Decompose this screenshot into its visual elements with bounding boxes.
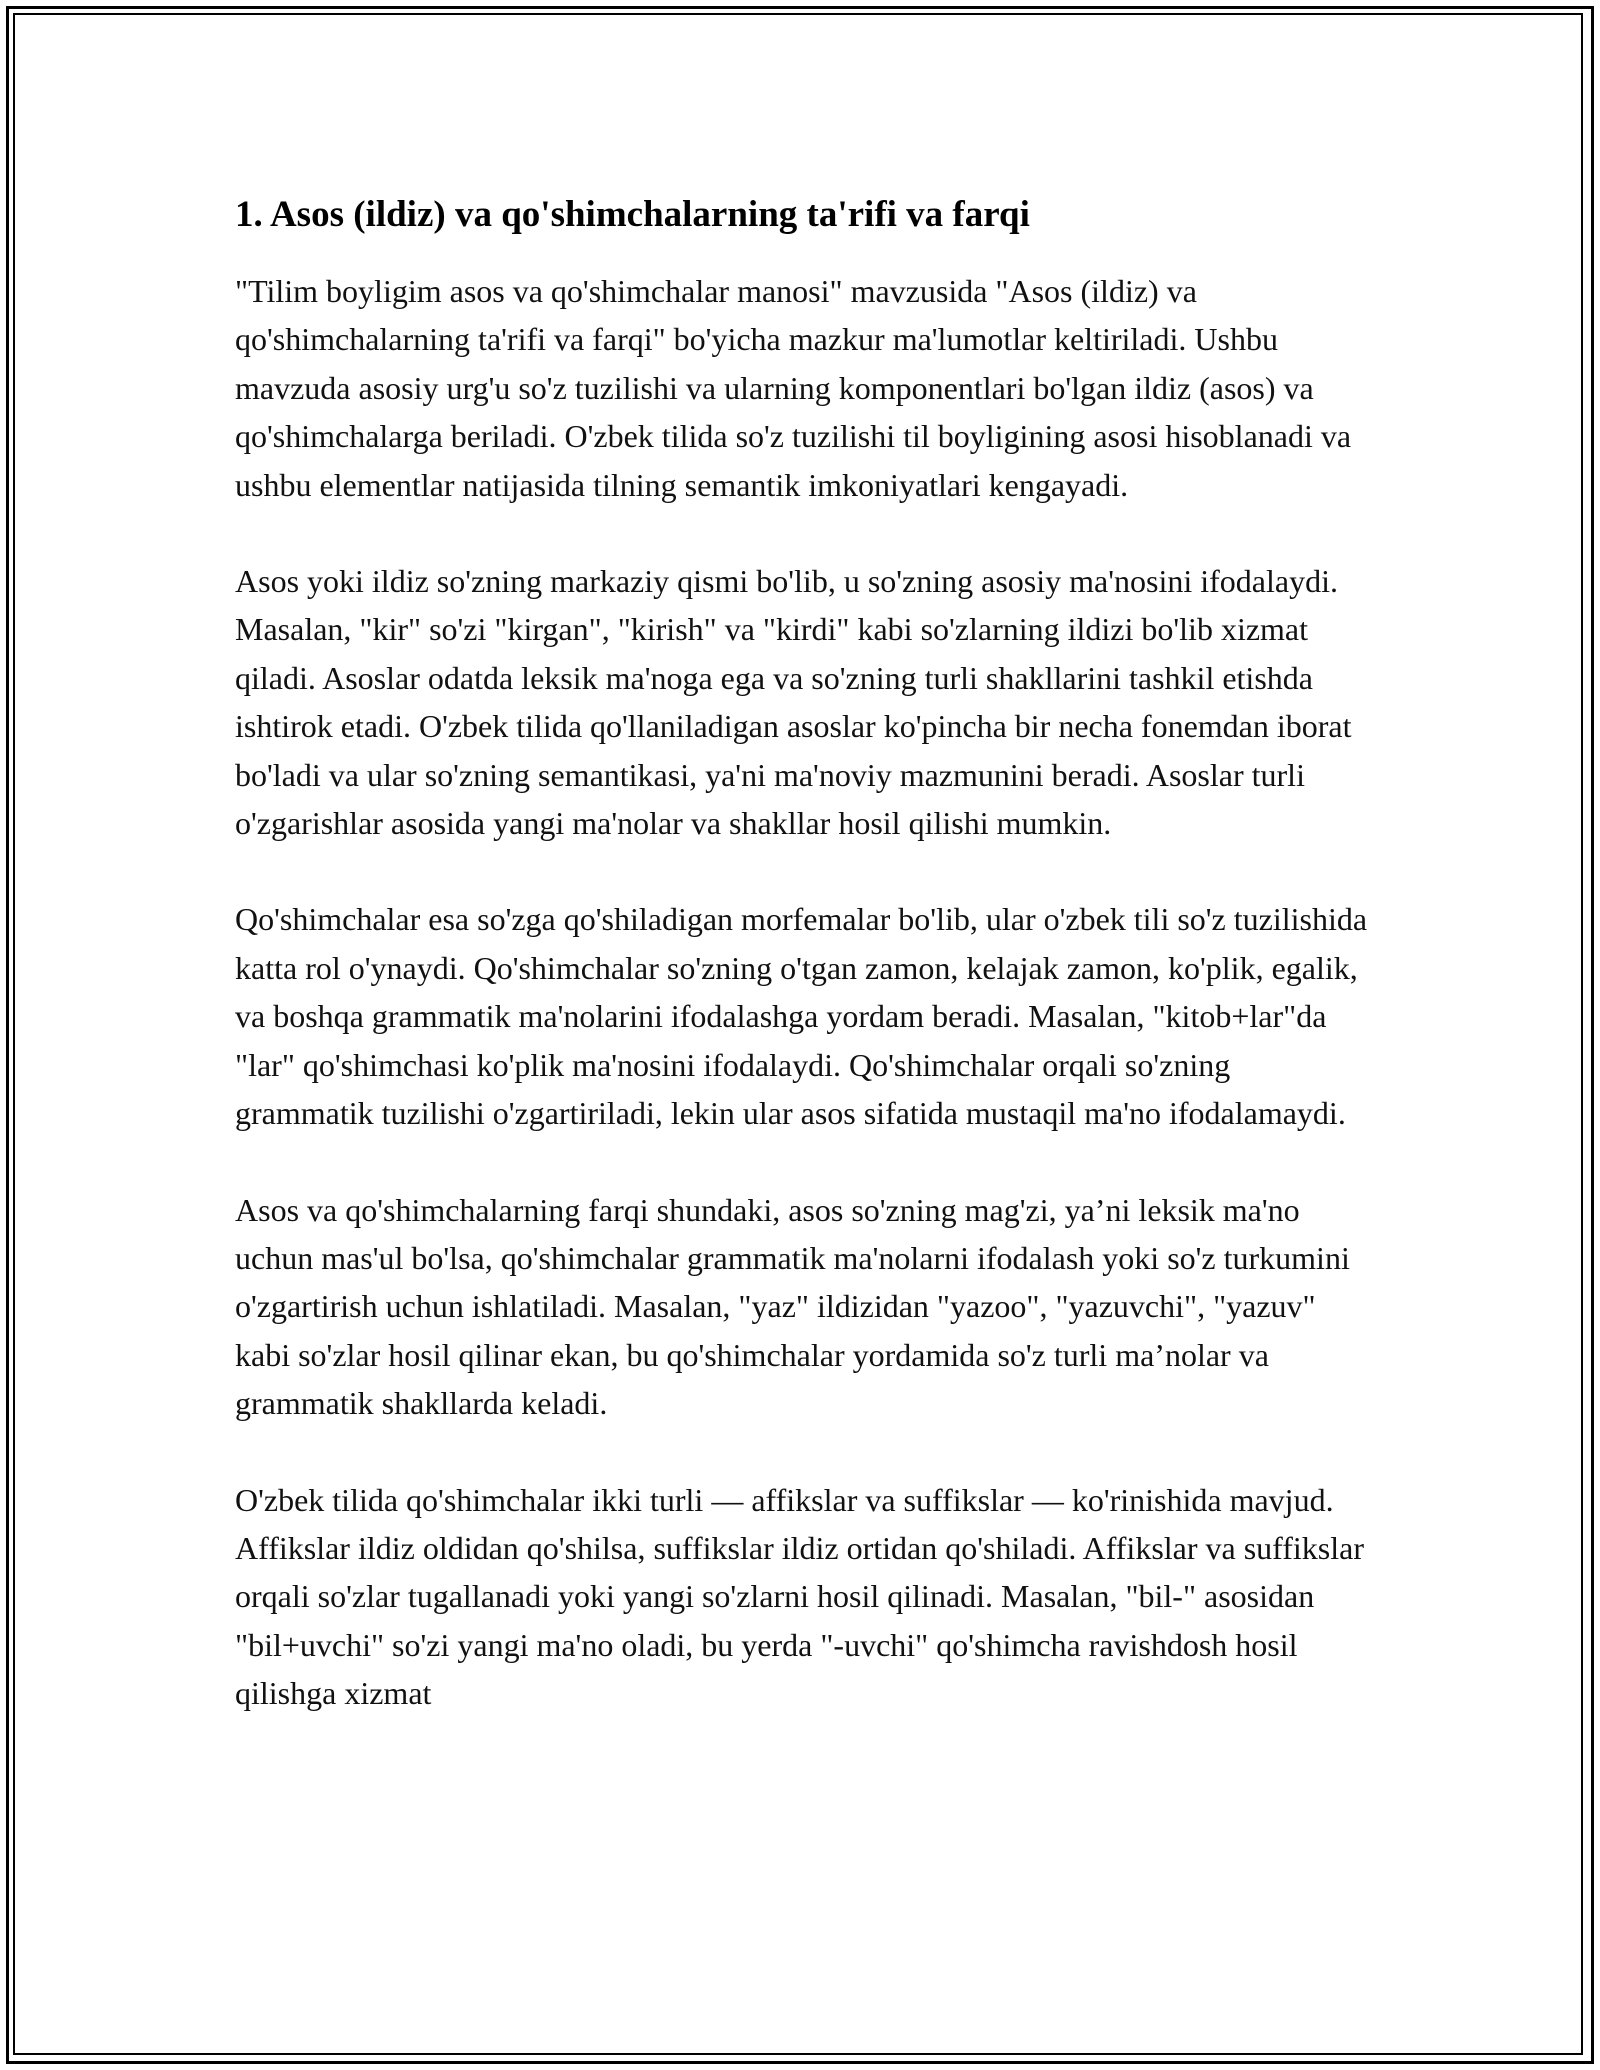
- paragraph-difference: Asos va qo'shimchalarning farqi shundaki, asos so'zning mag'zi, ya’ni leksik ma'no uchun mas'ul bo'lsa, qo'shimchalar grammatik ma'nolarni ifodalash yoki so'z turkumini o'zgartirish uchun ishlatiladi. Masalan, "yaz" ildizidan "yazoo", "yazuvchi", "yazuv" kabi so'zlar hosil qilinar ekan, bu qo'shimchalar yordamida so'z turli ma’nolar va grammatik shakllarda keladi.: [235, 1191, 1350, 1422]
- document-body: [235, 185, 1375, 1766]
- paragraph-suffix-definition: Qo'shimchalar esa so'zga qo'shiladigan morfemalar bo'lib, ular o'zbek tili so'z tuzilishida katta rol o'ynaydi. Qo'shimchalar so'zning o'tgan zamon, kelajak zamon, ko'plik, egalik, va boshqa grammatik ma'nolarini ifodalashga yordam beradi. Masalan, "kitob+lar"da "lar" qo'shimchasi ko'plik ma'nosini ifodalaydi. Qo'shimchalar orqali so'zning grammatik tuzilishi o'zgartiriladi, lekin ular asos sifatida mustaqil ma'no ifodalamaydi.: [235, 901, 1368, 1132]
- section-heading: 1. Asos (ildiz) va qo'shimchalarning ta'rifi va farqi: [235, 194, 1030, 235]
- paragraph-affix-types: O'zbek tilida qo'shimchalar ikki turli — affikslar va suffikslar — ko'rinishida mavjud. Affikslar ildiz oldidan qo'shilsa, suffikslar ildiz ortidan qo'shiladi. Affikslar va suffikslar orqali so'zlar tugallanadi yoki yangi so'zlarni hosil qilinadi. Masalan, "bil-" asosidan "bil+uvchi" so'zi yangi ma'no oladi, bu yerda "-uvchi" qo'shimcha ravishdosh hosil qilishga xizmat: [235, 1481, 1364, 1712]
- paragraph-root-definition: Asos yoki ildiz so'zning markaziy qismi bo'lib, u so'zning asosiy ma'nosini ifodalaydi. Masalan, "kir" so'zi "kirgan", "kirish" va "kirdi" kabi so'zlarning ildizi bo'lib xizmat qiladi. Asoslar odatda leksik ma'noga ega va so'zning turli shakllarini tashkil etishda ishtirok etadi. O'zbek tilida qo'llaniladigan asoslar ko'pincha bir necha fonemdan iborat bo'ladi va ular so'zning semantikasi, ya'ni ma'noviy mazmunini beradi. Asoslar turli o'zgarishlar asosida yangi ma'nolar va shakllar hosil qilishi mumkin.: [235, 563, 1352, 842]
- paragraph-intro: "Tilim boyligim asos va qo'shimchalar manosi" mavzusida "Asos (ildiz) va qo'shimchalarning ta'rifi va farqi" bo'yicha mazkur ma'lumotlar keltiriladi. Ushbu mavzuda asosiy urg'u so'z tuzilishi va ularning komponentlari bo'lgan ildiz (asos) va qo'shimchalarga beriladi. O'zbek tilida so'z tuzilishi til boyligining asosi hisoblanadi va ushbu elementlar natijasida tilning semantik imkoniyatlari kengayadi.: [235, 273, 1352, 503]
